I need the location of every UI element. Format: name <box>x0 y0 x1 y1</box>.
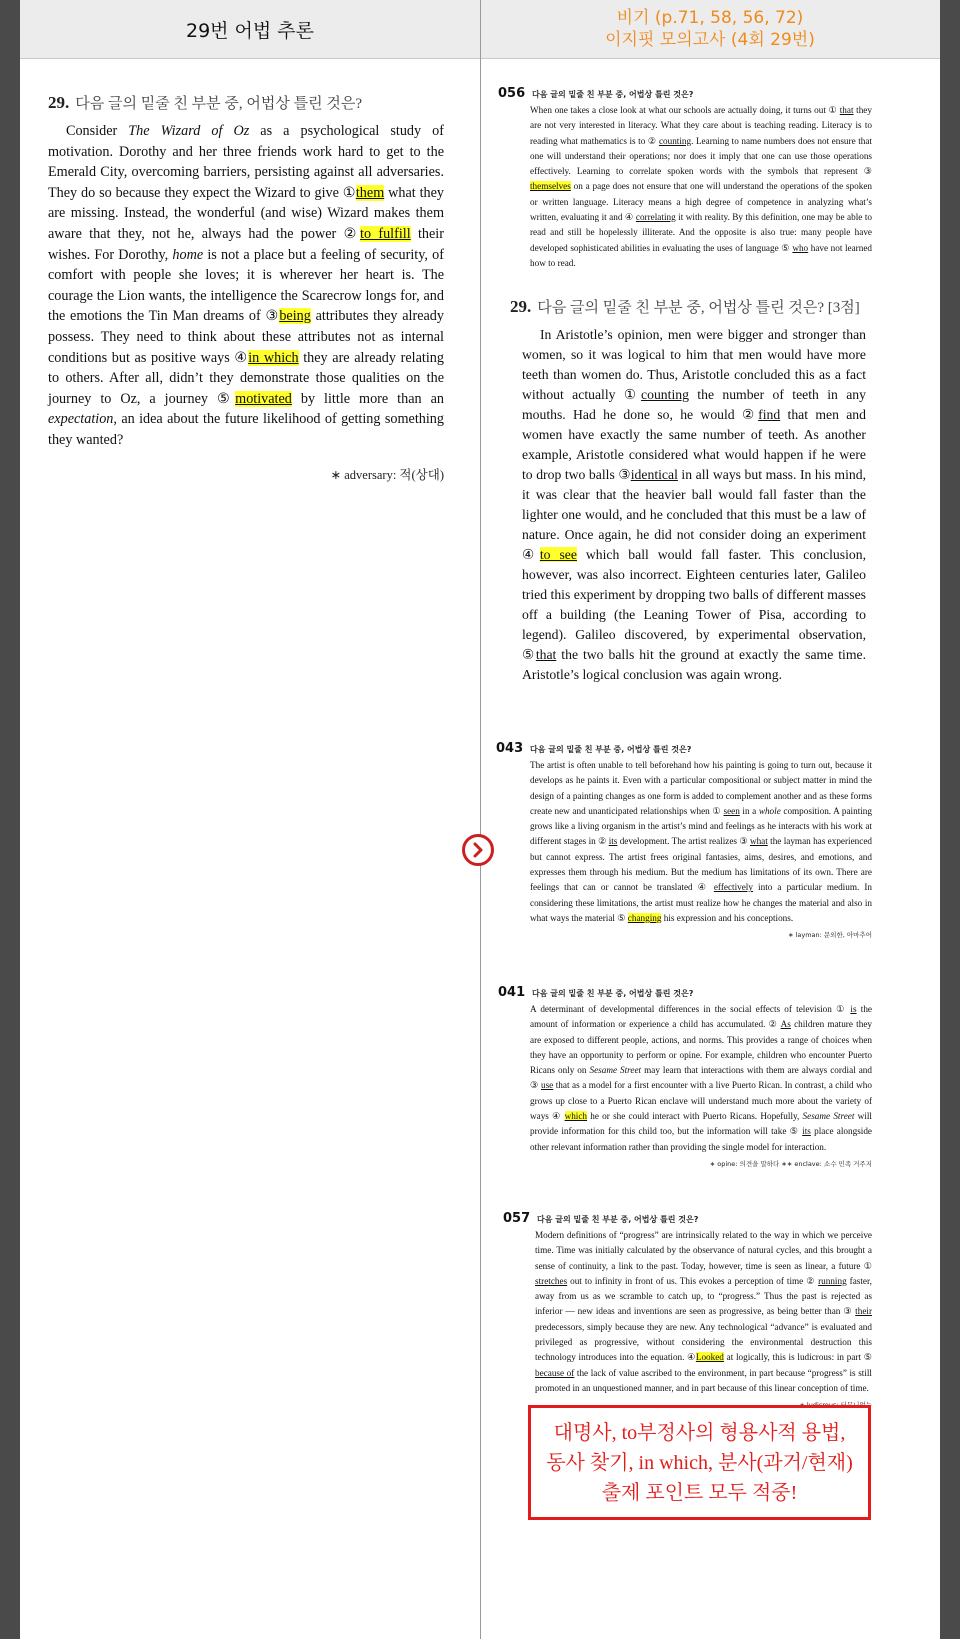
source-question-29 <box>510 296 866 685</box>
block-number: 043 <box>496 741 524 756</box>
mid-question-passage: In Aristotle’s opinion, men were bigger and stronger than women, so it was logical to him that men would have more teeth than women do. Thus, Aristotle concluded this as a fact without actually ①counting the number of teeth in any mouths. Had he done so, he would ②find that men and women have exactly the same number of teeth. As another example, Aristotle considered what would happen if he were to drop two balls ③identical in all ways but mass. In his mind, it was clear that the heavier ball would fall faster than the lighter one would, and he concluded that this must be a law of nature. Once again, he did not consider doing an experiment ④to see which ball would fall faster. This conclusion, however, was also incorrect. Eighteen centuries later, Galileo tried this experiment by dropping two balls of different masses off a building (the Leaning Tower of Pisa, according to legend). Galileo discovered, by experimental observation, ⑤that the two balls hit the ground at exactly the same time. Aristotle’s logical conclusion was again wrong. <box>522 327 866 682</box>
chevron-right-icon <box>470 842 486 858</box>
question-prompt: 다음 글의 밑줄 친 부분 중, 어법상 틀린 것은? [3점] <box>537 300 860 316</box>
block-prompt: 다음 글의 밑줄 친 부분 중, 어법상 틀린 것은? <box>532 989 694 998</box>
header-right-line1: 비기 (p.71, 58, 56, 72) <box>616 8 804 28</box>
block-passage: Modern definitions of “progress” are intrinsically related to the way in which we perceive time. Time was initially calculated by the observance of natural cycles, and this brought a sense of continuity, a link to the past. Today, however, time is seen as linear, a future ① stretches out to infinity in front of us. This evokes a perception of time ② running faster, away from us as we scramble to catch up, to “progress.” Thus the past is rejected as inferior — new ideas and inventions are seen as progressive, as being better than ③ their predecessors, simply because they are new. Any technological “advance” is evaluated and privileged as progressive, without considering the environmental destruction this technology introduces into the equation. ④Looked at logically, this is ludicrous: in part ⑤ because of the lack of value ascribed to the environment, in part because “progress” is still promoted in an unquestioned manner, and in part because of this linear conception of time. <box>535 1230 873 1393</box>
block-footnote: ∗ ludicrous: 터무니없는 <box>799 1401 872 1410</box>
source-block-041 <box>498 985 872 1168</box>
block-prompt: 다음 글의 밑줄 친 부분 중, 어법상 틀린 것은? <box>532 90 694 99</box>
callout-line1: 대명사, to부정사의 형용사적 용법, <box>553 1421 846 1444</box>
block-prompt: 다음 글의 밑줄 친 부분 중, 어법상 틀린 것은? <box>537 1215 699 1224</box>
callout-line2: 동사 찾기, in which, 분사(과거/현재) <box>546 1451 853 1474</box>
callout-line3: 출제 포인트 모두 적중! <box>601 1481 798 1504</box>
block-passage: When one takes a close look at what our schools are actually doing, it turns out ① that they are not very interested in literacy. What they care about is teaching reading. Literacy is to reading what mathematics is to ② counting. Learning to name numbers does not ensure that one will understand their operations; nor does it imply that one can use those operations effectively. Learning to correlate spoken words with the symbols that represent ③ themselves on a page does not ensure that one will understand the operations of the spoken or written language. Literacy means a high degree of competence in analyzing what’s written, evaluating it and ④ correlating it with reality. By this definition, one may be able to read and still be hopelessly illiterate. And the opposite is also true: many people have developed sophisticated abilities in evaluating the uses of language ⑤ who have not learned how to read. <box>530 105 872 268</box>
block-footnote: ∗ layman: 문외한, 아마추어 <box>788 931 872 940</box>
left-question-footnote: ∗ adversary: 적(상대) <box>330 467 444 482</box>
source-block-056 <box>498 86 872 271</box>
block-number: 041 <box>498 985 526 1000</box>
left-question-title <box>48 92 444 113</box>
summary-callout <box>528 1405 871 1520</box>
document-page <box>20 0 940 1639</box>
source-block-043 <box>496 741 872 939</box>
block-prompt: 다음 글의 밑줄 친 부분 중, 어법상 틀린 것은? <box>530 745 692 754</box>
left-question-passage: Consider The Wizard of Oz as a psychological study of motivation. Dorothy and her three friends work hard to get to the Emerald City, overcoming barriers, persisting against all adversaries. They do so because they expect the Wizard to give ①them what they are missing. Instead, the wonderful (and wise) Wizard makes them aware that they, not he, always had the power ②to fulfill their wishes. For Dorothy, home is not a place but a feeling of security, of comfort with people she loves; it is wherever her heart is. The courage the Lion wants, the intelligence the Scarecrow longs for, and the emotions the Tin Man dreams of ③being attributes they already possess. They need to think about these attributes not as internal conditions but as positive ways ④in which they are already relating to others. After all, didn’t they demonstrate those qualities on the journey to Oz, a journey ⑤motivated by little more than an expectation, an idea about the future likelihood of getting something they wanted? <box>48 123 444 448</box>
question-number: 29. <box>510 297 532 316</box>
mid-question-title <box>510 296 866 317</box>
block-footnote: ∗ opine: 의견을 말하다 ∗∗ enclave: 소수 민족 거주지 <box>709 1159 872 1168</box>
header-right-title <box>480 0 940 58</box>
column-divider <box>480 0 481 1639</box>
next-arrow-button[interactable] <box>462 834 494 866</box>
block-passage: The artist is often unable to tell beforehand how his painting is going to turn out, because it develops as he paints it. Even with a particular compositional or subject matter in mind the design of a painting changes as one form is added to complement another and as these forms create new and unanticipated relationships when ① seen in a whole composition. A painting grows like a living organism in the artist’s mind and feelings as he interacts with his work at different stages in ② its development. The artist realizes ③ what the layman has experienced but cannot express. The artist frees original fantasies, aims, desires, and emotions, and expresses them through his medium. But the medium has limitations of its own. There are feelings that can or cannot be translated ④ effectively into a particular medium. In considering these limitations, the artist must realize how he changes the material and also in what ways the material ⑤ changing his expression and his conceptions. <box>530 760 873 924</box>
block-number: 057 <box>503 1211 531 1226</box>
block-number: 056 <box>498 86 526 101</box>
header-right-line2: 이지핏 모의고사 (4회 29번) <box>605 30 815 50</box>
block-passage: A determinant of developmental differences in the social effects of television ① is the amount of information or experience a child has accumulated. ② As children mature they are exposed to different people, actions, and norms. This provides a range of choices when they have an opportunity to perform or opine. For example, children who encounter Puerto Ricans only on Sesame Street may learn that interactions with them are always cordial and ③ use that as a model for a first encounter with a live Puerto Rican. In contrast, a child who grows up close to a Puerto Rican enclave will understand much more about the variety of ways ④ which he or she could interact with Puerto Ricans. Hopefully, Sesame Street will provide information for this child too, but the information will take ⑤ its place alongside other relevant information rather than providing the single model for interaction. <box>530 1004 872 1152</box>
question-number: 29. <box>48 93 70 112</box>
source-block-057 <box>503 1211 872 1409</box>
header-left-title: 29번 어법 추론 <box>185 19 315 42</box>
question-prompt: 다음 글의 밑줄 친 부분 중, 어법상 틀린 것은? <box>75 96 362 112</box>
left-question-29 <box>48 92 444 483</box>
